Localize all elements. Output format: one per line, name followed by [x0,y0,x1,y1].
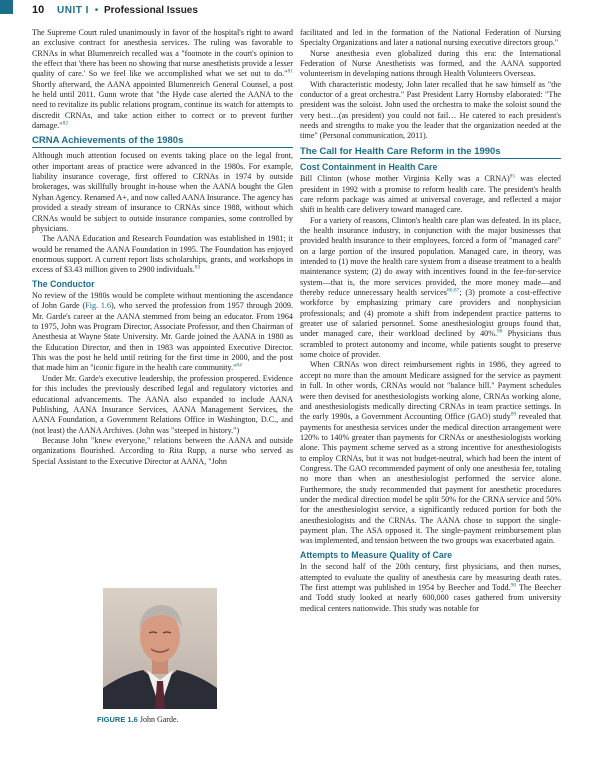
running-head [32,4,198,16]
figure-caption [97,715,179,724]
left-column [32,28,293,467]
paragraph: Under Mr. Garde's executive leadership, the profession prospered. Evidence for this includes the previously described legal and regulatory victories and educational advancements. The AANA also expanded to include AANA Publishing, AANA Insurance Services, AANA Management Services, the AANA Foundation, a Government Relations Office in Washington, D.C., and (not least) the AANA Archives. (John was "steeped in history.") [32,373,293,435]
figure-caption-text: John Garde. [139,715,179,724]
portrait-image [103,588,217,709]
paragraph: For a variety of reasons, Clinton's health care plan was defeated. In its place, the health insurance industry, in conjunction with the major businesses that provided health insurance to their employees, forced a form of "managed care" on a large portion of the insured population. Managed care, in theory, was intended to (1) move the health care system from a disease treatment to a health maintenance system; (2) do away with incentives found in the fee-for-service system—that is, the more services provided, the more money made—and thereby reduce unnecessary health services$^{86,87}$; (3) promote a cost-effective workforce by emphasizing primary care providers and nonphysician professionals; and (4) promote a shift from independent practice patterns to greater use of salaried personnel. Some anesthesiologist groups found that, under managed care, their workload declined by 40%.$^{88}$ Physicians thus scrambled to protect autonomy and income, while patients sought to preserve some choice of provider. [300,215,561,360]
paragraph: The Supreme Court ruled unanimously in favor of the hospital's right to award an exclusive contract for anesthesia services. The ruling was favorable to CRNAs in what Blumenreich recalled was a "footnote in the court's opinion to the effect that 'there has been no showing that nurse anesthetists provide a lesser quality of care.' So we feel like we accomplished what we set out to do."$^{81}$ Shortly afterward, the AANA appointed Blumenreich General Counsel, a post he held until 2011. Gunn wrote that "the Hyde case alerted the AANA to the need to revitalize its public relations program, continue its watch for attempts to discredit CRNAs, and take action either to correct or to prevent further damage."$^{82}$ [32,28,293,131]
paragraph: The AANA Education and Research Foundation was established in 1981; it would be renamed the AANA Foundation in 1995. The Foundation has enjoyed enormous support. A current report lists scholarships, grants, and workshops in excess of $3.43 million given to 2900 individuals.$^{83}$ [32,234,293,275]
reference-marker[interactable]: 82 [62,120,69,127]
figure-label: FIGURE 1.6 [97,715,138,724]
heading-cost-containment: Cost Containment in Health Care [300,161,438,172]
figure-link[interactable]: Fig. 1.6 [85,301,112,311]
paragraph: Because John "knew everyone," relations between the AANA and outside organizations flourished. According to Rita Rupp, a nurse who served as Special Assistant to the Executive Director at AANA, "John [32,435,293,466]
paragraph: Nurse anesthesia even globalized during this era: the International Federation of Nurse Anesthetists was formed, and the AANA supported volunteerism in developing nations through Health Volunteers Overseas. [300,48,561,79]
section-title: Professional Issues [104,5,198,16]
reference-marker[interactable]: 86,87 [446,287,460,294]
heading-the-conductor: The Conductor [32,278,95,289]
paragraph: When CRNAs won direct reimbursement rights in 1986, they agreed to accept no more than the amount Medicare assigned for the service as payment in full. In other words, CRNAs would not "balance bill." Payment schedules were then devised for anesthesiologists working alone, CRNAs working alone, and anesthesiologists medically directing CRNAs in team practice settings. In the early 1990s, a Government Accounting Office (GAO) study$^{89}$ revealed that payments for anesthesia services under the medical direction arrangement were 120% to 140% greater than payments for CRNAs or anesthesiologists working alone. This payment scheme served as a strong incentive for anesthesiologists to employ CRNAs, but it was not budget-neutral, which had been the intent of Congress. The GAO recommended payment of only one anesthesia fee, totaling no more than when an anesthesiologist performed the service alone. Furthermore, the study recommended that payment for anesthetic procedures under the medical direction model be split 50% for the CRNA service and 50% for the anesthesiologist service, a significantly reduced portion for both the anesthesiologists and the CRNAs. The AANA chose to support the single-payment plan. The ASA opposed it. The single-payment reimbursement plan was implemented, and tension between the two groups was exacerbated again. [300,360,561,546]
page-header [0,0,600,28]
heading-health-care-reform: The Call for Health Care Reform in the 1990s [300,146,561,159]
figure-photo-john-garde [103,588,217,709]
reference-marker[interactable]: 81 [287,68,293,75]
reference-marker[interactable]: 89 [510,411,517,418]
paragraph: No review of the 1980s would be complete without mentioning the ascendance of John Garde (Fig. 1.6), who served the profession from 1957 through 2009. Mr. Garde's career at the AANA stemmed from being an educator. From 1964 to 1975, John was Program Director, Associate Professor, and then Chairman of Anesthesia at Wayne State University. Mr. Garde joined the AANA in 1980 as the Education Director, and then in 1983 was appointed Executive Director. This was the post he held until retiring for the first time in 2000, and the post that made him an "iconic figure in the health care community."$^{84}$ [32,291,293,373]
reference-marker[interactable]: 85 [509,173,516,180]
paragraph: Bill Clinton (whose mother Virginia Kelly was a CRNA)$^{85}$ was elected president in 1992 with a promise to reform health care. The president's health care reform package was aimed at universal coverage, and reflected a major shift in health care delivery toward managed care. [300,173,561,215]
header-separator: • [94,5,99,16]
right-column [300,28,561,614]
reference-marker[interactable]: 88 [497,328,503,335]
heading-crna-achievements: CRNA Achievements of the 1980s [32,135,293,148]
paragraph: facilitated and led in the formation of the National Federation of Nursing Specialty Organizations and later a national nursing executive directors group." [300,28,561,48]
heading-measure-quality: Attempts to Measure Quality of Care [300,549,453,560]
paragraph: In the second half of the 20th century, first physicians, and then nurses, attempted to evaluate the quality of anesthesia care by measuring death rates. The first attempt was published in 1954 by Beecher and Todd.$^{90}$ The Beecher and Todd study looked at nearly 600,000 cases gathered from university medical centers nationwide. This study was notable for [300,562,561,613]
reference-marker[interactable]: 90 [510,582,517,589]
page-number: 10 [32,4,45,16]
paragraph: Although much attention focused on events taking place on the legal front, other important areas of practice were advanced in the 1980s. For example, liability insurance coverage, first offered to CRNAs in 1974 by outside brokerages, was skillfully brought in-house when the AANA bought the Glen Nyhan Agency. Renamed A+, and now called AANA Insurance. The agency has provided a steady stream of insurance to CRNAs since 1988, without which CRNAs would be subject to outside insurance companies, some controlled by physicians. [32,151,293,233]
reference-marker[interactable]: 84 [236,362,242,369]
paragraph: With characteristic modesty, John later recalled that he saw himself as "the conductor of a great orchestra." Past President Larry Hornsby elaborated: "The president was the soloist. John used the orchestra to make the soloist sound the very best…(as president) you could not fail… He catered to each president's needs and strengths to make you the leader that the organization needed at the time" (Personal communication, 2011). [300,79,561,141]
reference-marker[interactable]: 83 [194,264,201,271]
page-tab-marker [0,0,13,14]
unit-label: UNIT I [57,5,89,16]
